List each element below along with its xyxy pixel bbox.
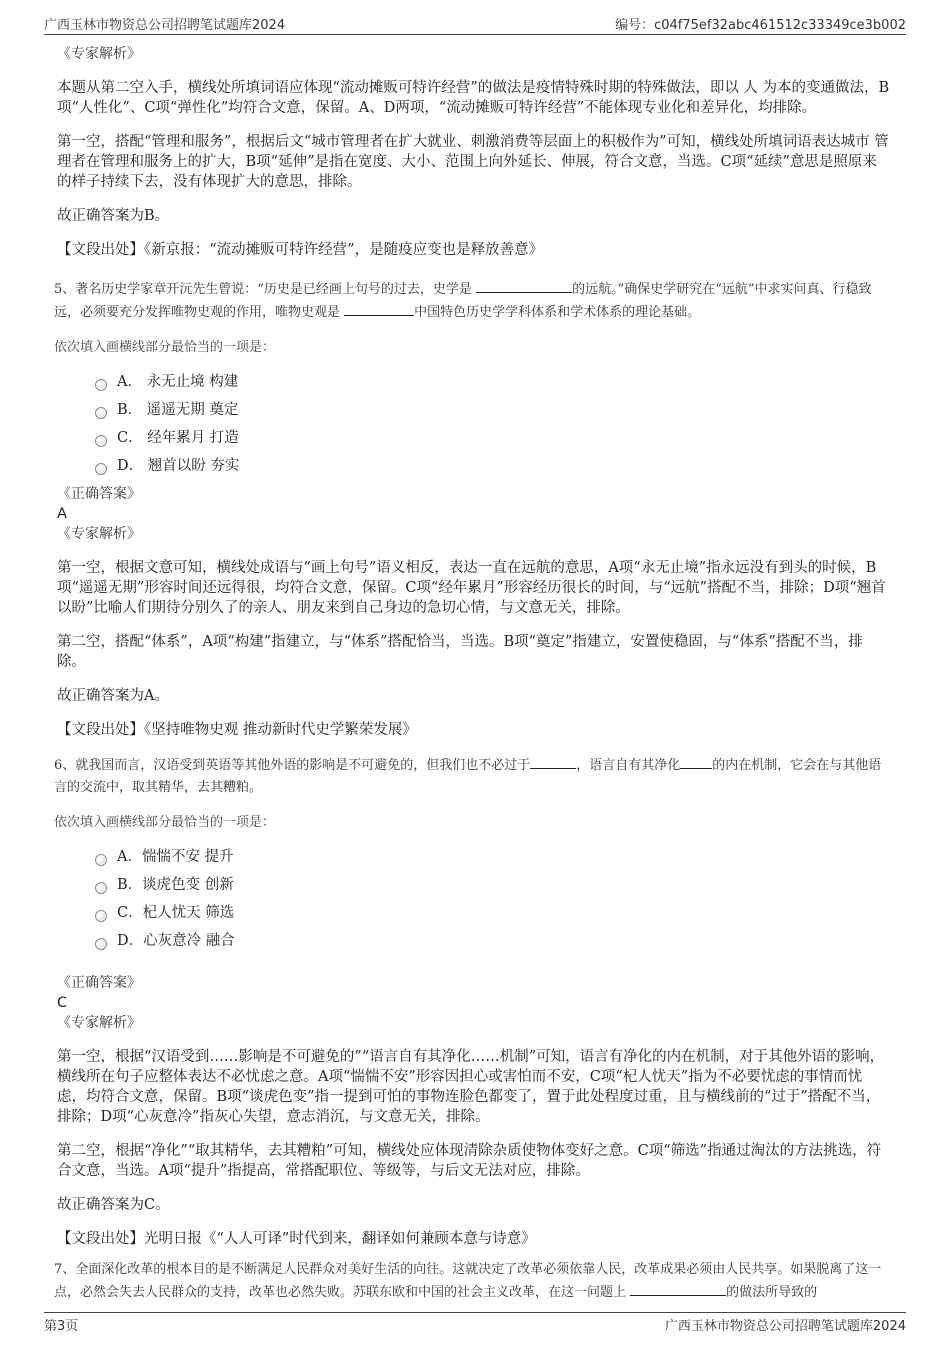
question-text-part: 的远航。”确保史学研究在“远航”中求实问真、行稳致远，必须要充分发挥唯物史观的作用，唯物史观是 <box>54 282 872 320</box>
question-text-part: 的做法所导致的 <box>726 1285 818 1300</box>
radio-button[interactable] <box>95 938 107 950</box>
analysis-label: 《专家解析》 <box>57 1015 141 1031</box>
question-prompt: 依次填入画横线部分最恰当的一项是： <box>54 340 276 355</box>
question-text-part: 的内在机制，它会在与其他语言的交流中，取其精华，去其糟粕。 <box>54 758 882 795</box>
correct-answer: C <box>57 995 68 1011</box>
blank-line <box>630 1281 726 1296</box>
option-c[interactable] <box>95 424 891 452</box>
radio-button[interactable] <box>95 854 107 866</box>
option-d[interactable] <box>95 927 891 955</box>
question-7-text <box>54 1259 891 1304</box>
option-label: B． 遥遥无期 奠定 <box>117 402 239 418</box>
question-5-text <box>54 278 891 324</box>
radio-button[interactable] <box>95 882 107 894</box>
header-title: 广西玉林市物资总公司招聘笔试题库2024 <box>44 18 286 33</box>
question-text-part: 6、就我国而言，汉语受到英语等其他外语的影响是不可避免的，但我们也不必过于 <box>54 758 531 773</box>
question-text-part: 中国特色历史学学科体系和学术体系的理论基础。 <box>414 305 701 320</box>
blank-line <box>476 278 572 293</box>
radio-button[interactable] <box>95 379 107 391</box>
option-d[interactable] <box>95 452 891 480</box>
question-prompt: 依次填入画横线部分最恰当的一项是： <box>54 815 276 830</box>
option-label: A． 永无止境 构建 <box>117 374 239 390</box>
option-label: D．心灰意冷 融合 <box>117 933 235 949</box>
analysis-paragraph: 第二空，根据“净化”“取其精华，去其糟粕”可知，横线处应体现清除杂质使物体变好之意。C项“筛选”指通过淘汰的方法挑选，符合文意，当选。A项“提升”指提高，常搭配职位、等级等，与后文无法对应，排除。 <box>57 1143 882 1179</box>
option-label: A．惴惴不安 提升 <box>117 849 234 865</box>
page-content <box>54 44 891 1304</box>
analysis-label: 《专家解析》 <box>57 526 141 542</box>
source-citation: 【文段出处】光明日报《“人人可译”时代到来，翻译如何兼顾本意与诗意》 <box>57 1231 536 1247</box>
question-text-part: ，语言自有其净化 <box>576 758 681 773</box>
option-label: C．杞人忧天 筛选 <box>117 905 235 921</box>
option-label: D． 翘首以盼 夯实 <box>117 458 240 474</box>
conclusion: 故正确答案为B。 <box>57 208 170 224</box>
option-a[interactable] <box>95 368 891 396</box>
option-c[interactable] <box>95 899 891 927</box>
radio-button[interactable] <box>95 463 107 475</box>
option-b[interactable] <box>95 396 891 424</box>
radio-button[interactable] <box>95 435 107 447</box>
analysis-paragraph: 第一空，根据文意可知，横线处成语与“画上句号”语义相反，表达一直在远航的意思，A项“永无止境”指永远没有到头的时候，B项“遥遥无期”形容时间还远得很，均符合文意，保留。C项“经年累月”形容经历很长的时间，与“远航”搭配不当，排除；D项“翘首以盼”比喻人们期待分别久了的亲人、朋友来到自己身边的急切心情，与文意无关，排除。 <box>57 560 886 616</box>
option-label: C． 经年累月 打造 <box>117 430 239 446</box>
correct-answer: A <box>57 506 67 522</box>
analysis-paragraph: 第一空，搭配“管理和服务”，根据后文“城市管理者在扩大就业、刺激消费等层面上的积极作为”可知，横线处所填词语表达城市 管理者在管理和服务上的扩大，B项“延伸”是指在宽度、大小、范围上向外延长、伸展，符合文意，当选。C项“延续”意思是照原来的样子持续下去，没有体现扩大的意思，排除。 <box>57 134 889 190</box>
header-doc-id: 编号：c04f75ef32abc461512c33349ce3b002 <box>615 18 906 33</box>
analysis-label: 《专家解析》 <box>57 46 141 62</box>
question-5-options <box>95 368 891 480</box>
question-6-options <box>95 843 891 955</box>
question-text-part: 5、著名历史学家章开沅先生曾说：“历史是已经画上句号的过去，史学是 <box>54 282 477 297</box>
question-text-part: 7、全面深化改革的根本目的是不断满足人民群众对美好生活的向往。这就决定了改革必须依靠人民，改革成果必须由人民共享。如果脱离了这一点，必然会失去人民群众的支持，改革也必然失败。苏联东欧和中国的社会主义改革，在这一问题上 <box>54 1262 882 1300</box>
question-6-text <box>54 754 891 799</box>
answer-label: 《正确答案》 <box>57 975 141 991</box>
blank-line <box>530 754 576 769</box>
footer-title: 广西玉林市物资总公司招聘笔试题库2024 <box>664 1319 906 1334</box>
blank-line <box>344 301 414 316</box>
analysis-paragraph: 第二空，搭配“体系”，A项“构建”指建立，与“体系”搭配恰当，当选。B项“奠定”指建立，安置使稳固，与“体系”搭配不当，排除。 <box>57 634 863 670</box>
radio-button[interactable] <box>95 407 107 419</box>
conclusion: 故正确答案为C。 <box>57 1197 170 1213</box>
answer-label: 《正确答案》 <box>57 486 141 502</box>
page-footer <box>44 1312 906 1335</box>
page-number: 第3页 <box>44 1319 79 1334</box>
option-a[interactable] <box>95 843 891 871</box>
analysis-paragraph: 第一空，根据“汉语受到……影响是不可避免的”“语言自有其净化……机制”可知，语言有净化的内在机制，对于其他外语的影响，横线所在句子应整体表达不必忧虑之意。A项“惴惴不安”形容因担心或害怕而不安，C项“杞人忧天”指为不必要忧虑的事情而忧虑，均符合文意，保留。B项“谈虎色变”指一提到可怕的事物连脸色都变了，置于此处程度过重，且与横线前的“过于”搭配不当，排除；D项“心灰意冷”指灰心失望，意志消沉，与文意无关，排除。 <box>57 1049 885 1125</box>
option-label: B．谈虎色变 创新 <box>117 877 234 893</box>
source-citation: 【文段出处】《新京报：“流动摊贩可特许经营”，是随疫应变也是释放善意》 <box>57 242 544 258</box>
conclusion: 故正确答案为A。 <box>57 688 169 704</box>
source-citation: 【文段出处】《坚持唯物史观 推动新时代史学繁荣发展》 <box>57 722 417 738</box>
page-header <box>44 14 906 35</box>
analysis-paragraph: 本题从第二空入手，横线处所填词语应体现“流动摊贩可特许经营”的做法是疫情特殊时期的特殊做法，即以 人 为本的变通做法，B项“人性化”、C项“弹性化”均符合文意，保留。A、D两项，“流动摊贩可特许经营”不能体现专业化和差异化，均排除。 <box>57 80 890 116</box>
option-b[interactable] <box>95 871 891 899</box>
radio-button[interactable] <box>95 910 107 922</box>
blank-line <box>680 754 712 769</box>
